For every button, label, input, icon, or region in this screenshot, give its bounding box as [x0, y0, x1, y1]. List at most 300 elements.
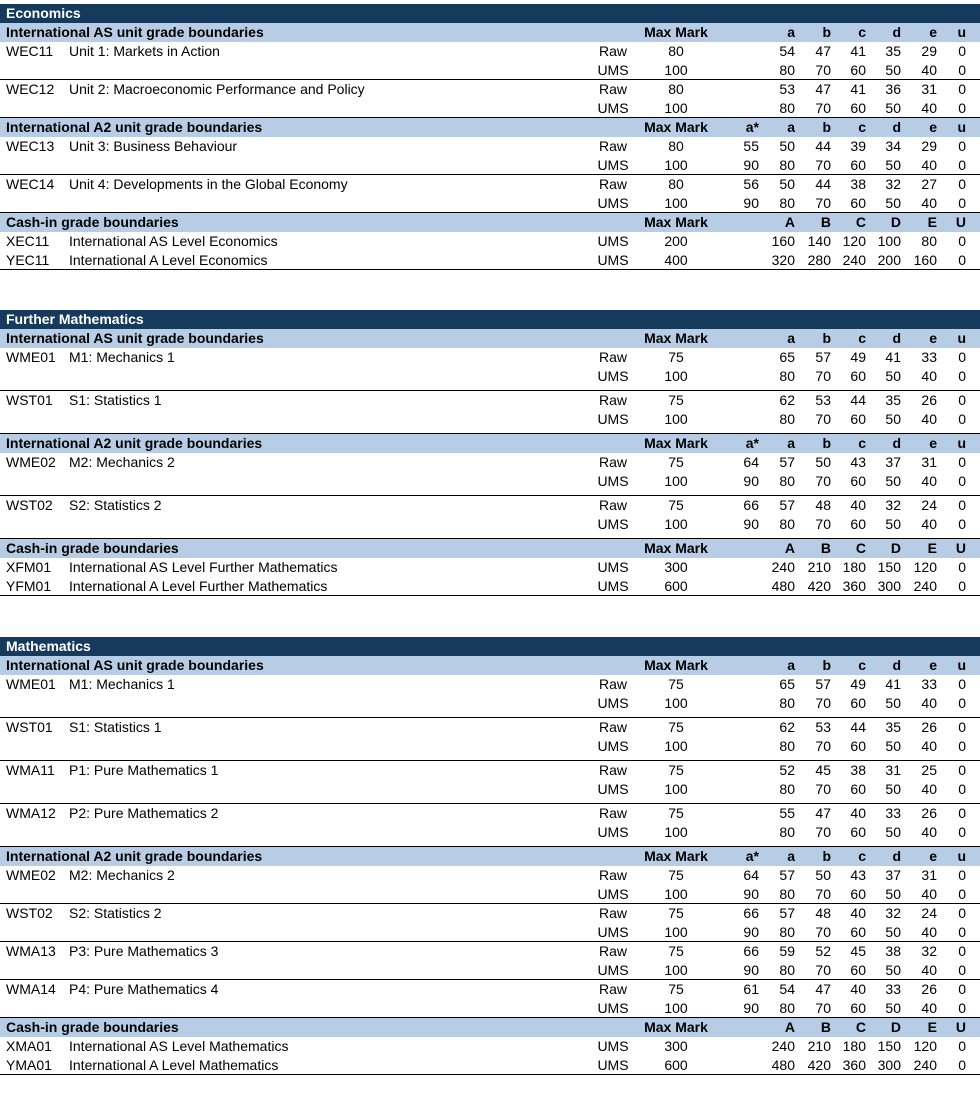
max-mark-header: Max Mark	[644, 1019, 708, 1035]
grade-value: 40	[921, 157, 937, 173]
unit-code: WME01	[6, 676, 56, 692]
grade-value: 70	[815, 824, 831, 840]
table-row	[0, 904, 980, 923]
grade-value: 50	[885, 368, 901, 384]
subject-header: Mathematics	[0, 637, 980, 656]
grade-value: 60	[850, 781, 866, 797]
grade-value: 40	[850, 905, 866, 921]
grade-value: 180	[842, 1038, 866, 1054]
grade-value: 80	[779, 924, 795, 940]
grade-value: 90	[743, 516, 759, 532]
table-row	[0, 923, 980, 942]
section-title: Cash-in grade boundaries	[6, 540, 179, 556]
grade-value: 50	[885, 695, 901, 711]
grade-value: 70	[815, 62, 831, 78]
grade-value: 0	[958, 695, 966, 711]
grade-value: 90	[743, 157, 759, 173]
grade-header: d	[892, 657, 901, 673]
grade-value: 480	[771, 1057, 795, 1073]
grade-value: 35	[885, 392, 901, 408]
unit-row-group	[0, 718, 980, 761]
table-row	[0, 780, 980, 799]
max-mark: 80	[668, 43, 684, 59]
max-mark: 100	[664, 411, 688, 427]
grade-header: E	[927, 1019, 937, 1035]
grade-value: 0	[958, 867, 966, 883]
grade-value: 32	[885, 497, 901, 513]
grade-value: 40	[850, 805, 866, 821]
grade-value: 31	[885, 762, 901, 778]
unit-row-group	[0, 761, 980, 804]
grade-value: 0	[958, 762, 966, 778]
table-row	[0, 694, 980, 713]
cashin-row	[0, 1056, 980, 1075]
max-mark: 100	[664, 962, 688, 978]
table-row	[0, 391, 980, 410]
grade-value: 40	[921, 738, 937, 754]
unit-title: Unit 2: Macroeconomic Performance and Policy	[69, 81, 365, 97]
mark-type: UMS	[597, 886, 629, 902]
max-mark-header: Max Mark	[644, 214, 708, 230]
grade-value: 50	[885, 516, 901, 532]
grade-value: 31	[921, 454, 937, 470]
table-row	[0, 194, 980, 213]
grade-value: 44	[850, 719, 866, 735]
grade-value: 80	[779, 62, 795, 78]
grade-value: 80	[779, 1000, 795, 1016]
table-row	[0, 718, 980, 737]
mark-type: Raw	[598, 762, 627, 778]
unit-code: WST01	[6, 392, 53, 408]
subject-header: Economics	[0, 4, 980, 23]
grade-value: 80	[779, 473, 795, 489]
qualification-code: XFM01	[6, 559, 52, 575]
grade-value: 0	[958, 157, 966, 173]
max-mark-header: Max Mark	[644, 330, 708, 346]
section-title: International A2 unit grade boundaries	[6, 435, 263, 451]
grade-value: 35	[885, 719, 901, 735]
mark-type: Raw	[598, 138, 627, 154]
max-mark: 80	[668, 81, 684, 97]
unit-row-group	[0, 942, 980, 980]
grade-value: 50	[885, 195, 901, 211]
max-mark: 75	[668, 349, 684, 365]
grade-value: 80	[779, 886, 795, 902]
grade-header: C	[855, 1019, 866, 1035]
unit-row-group	[0, 453, 980, 496]
mark-type: Raw	[598, 349, 627, 365]
grade-value: 40	[921, 411, 937, 427]
grade-value: 0	[958, 411, 966, 427]
section-title: International A2 unit grade boundaries	[6, 848, 263, 864]
section-title: Cash-in grade boundaries	[6, 214, 179, 230]
qualification-code: YMA01	[6, 1057, 52, 1073]
grade-value: 50	[779, 176, 795, 192]
unit-code: WEC13	[6, 138, 55, 154]
grade-header: u	[957, 848, 966, 864]
grade-value: 47	[815, 43, 831, 59]
section-header	[0, 656, 980, 675]
grade-value: 25	[921, 762, 937, 778]
grade-header: c	[858, 330, 866, 346]
max-mark: 75	[668, 497, 684, 513]
grade-value: 66	[743, 943, 759, 959]
grade-value: 60	[850, 738, 866, 754]
grade-value: 38	[850, 762, 866, 778]
grade-value: 60	[850, 886, 866, 902]
grade-value: 65	[779, 676, 795, 692]
grade-value: 40	[850, 981, 866, 997]
grade-header: b	[822, 24, 831, 40]
mark-type: UMS	[597, 368, 629, 384]
grade-value: 35	[885, 43, 901, 59]
max-mark: 75	[668, 981, 684, 997]
grade-value: 80	[779, 368, 795, 384]
grade-value: 0	[958, 1000, 966, 1016]
grade-value: 29	[921, 43, 937, 59]
grade-value: 70	[815, 924, 831, 940]
grade-value: 0	[958, 1057, 966, 1073]
grade-value: 70	[815, 411, 831, 427]
unit-code: WEC12	[6, 81, 55, 97]
grade-value: 26	[921, 719, 937, 735]
grade-header: B	[820, 214, 831, 230]
table-row	[0, 675, 980, 694]
grade-value: 57	[779, 454, 795, 470]
grade-header: b	[822, 330, 831, 346]
section-header	[0, 329, 980, 348]
grade-value: 70	[815, 157, 831, 173]
grade-header: B	[820, 1019, 831, 1035]
unit-code: WMA12	[6, 805, 56, 821]
grade-value: 50	[885, 411, 901, 427]
grade-header: u	[957, 119, 966, 135]
max-mark: 300	[664, 559, 688, 575]
grade-value: 150	[877, 1038, 901, 1054]
grade-value: 140	[807, 233, 831, 249]
grade-value: 60	[850, 411, 866, 427]
grade-value: 50	[885, 473, 901, 489]
grade-header: a	[787, 848, 795, 864]
max-mark: 100	[664, 62, 688, 78]
unit-code: WST02	[6, 905, 53, 921]
grade-header: a	[787, 330, 795, 346]
grade-value: 70	[815, 368, 831, 384]
grade-value: 0	[958, 962, 966, 978]
unit-row-group	[0, 675, 980, 718]
grade-value: 70	[815, 695, 831, 711]
cashin-row	[0, 577, 980, 596]
cashin-row	[0, 232, 980, 251]
grade-value: 80	[779, 824, 795, 840]
grade-header: e	[929, 119, 937, 135]
unit-row-group	[0, 866, 980, 904]
grade-value: 38	[885, 943, 901, 959]
grade-value: 41	[850, 81, 866, 97]
max-mark: 100	[664, 368, 688, 384]
grade-value: 49	[850, 676, 866, 692]
unit-code: WME02	[6, 454, 56, 470]
unit-row-group	[0, 496, 980, 539]
section-header	[0, 1018, 980, 1037]
grade-header: e	[929, 848, 937, 864]
grade-value: 80	[779, 100, 795, 116]
grade-value: 32	[921, 943, 937, 959]
grade-value: 240	[913, 578, 937, 594]
grade-value: 0	[958, 349, 966, 365]
mark-type: Raw	[598, 454, 627, 470]
grade-header: c	[858, 657, 866, 673]
grade-header: a*	[745, 119, 759, 135]
grade-value: 0	[958, 738, 966, 754]
section-header	[0, 118, 980, 137]
grade-value: 360	[842, 1057, 866, 1073]
grade-value: 41	[850, 43, 866, 59]
grade-value: 0	[958, 516, 966, 532]
grade-header: U	[955, 1019, 966, 1035]
grade-value: 120	[913, 1038, 937, 1054]
grade-value: 80	[779, 738, 795, 754]
grade-value: 40	[921, 368, 937, 384]
grade-value: 47	[815, 805, 831, 821]
grade-value: 0	[958, 905, 966, 921]
grade-value: 90	[743, 1000, 759, 1016]
grade-value: 0	[958, 81, 966, 97]
max-mark-header: Max Mark	[644, 848, 708, 864]
mark-type: Raw	[598, 676, 627, 692]
grade-value: 0	[958, 43, 966, 59]
max-mark: 75	[668, 805, 684, 821]
mark-type: Raw	[598, 176, 627, 192]
grade-value: 240	[913, 1057, 937, 1073]
mark-type: UMS	[597, 824, 629, 840]
table-row	[0, 980, 980, 999]
section-header	[0, 23, 980, 42]
unit-title: Unit 4: Developments in the Global Economy	[69, 176, 348, 192]
grade-value: 40	[921, 695, 937, 711]
grade-value: 0	[958, 497, 966, 513]
mark-type: Raw	[598, 719, 627, 735]
grade-value: 61	[743, 981, 759, 997]
grade-value: 120	[913, 559, 937, 575]
grade-value: 53	[815, 392, 831, 408]
subject-block	[0, 4, 980, 270]
grade-header: u	[957, 24, 966, 40]
grade-value: 0	[958, 100, 966, 116]
grade-value: 60	[850, 1000, 866, 1016]
grade-header: d	[892, 848, 901, 864]
grade-value: 0	[958, 195, 966, 211]
mark-type: UMS	[597, 781, 629, 797]
grade-value: 53	[815, 719, 831, 735]
grade-value: 50	[885, 738, 901, 754]
grade-value: 0	[958, 392, 966, 408]
grade-header: U	[955, 540, 966, 556]
section-title: International AS unit grade boundaries	[6, 24, 264, 40]
max-mark: 600	[664, 1057, 688, 1073]
unit-title: P4: Pure Mathematics 4	[69, 981, 219, 997]
grade-value: 45	[815, 762, 831, 778]
grade-header: b	[822, 848, 831, 864]
max-mark: 100	[664, 195, 688, 211]
grade-header: a	[787, 435, 795, 451]
mark-type: UMS	[597, 516, 629, 532]
mark-type: Raw	[598, 392, 627, 408]
grade-value: 38	[850, 176, 866, 192]
max-mark-header: Max Mark	[644, 24, 708, 40]
grade-header: C	[855, 214, 866, 230]
grade-value: 0	[958, 981, 966, 997]
grade-value: 360	[842, 578, 866, 594]
max-mark: 80	[668, 138, 684, 154]
grade-value: 0	[958, 781, 966, 797]
unit-row-group	[0, 804, 980, 847]
grade-value: 80	[779, 695, 795, 711]
grade-value: 70	[815, 473, 831, 489]
grade-value: 40	[921, 962, 937, 978]
mark-type: UMS	[597, 695, 629, 711]
grade-value: 0	[958, 138, 966, 154]
mark-type: UMS	[597, 578, 629, 594]
grade-value: 31	[921, 867, 937, 883]
grade-value: 70	[815, 516, 831, 532]
cashin-row	[0, 558, 980, 577]
grade-value: 40	[921, 886, 937, 902]
grade-value: 150	[877, 559, 901, 575]
grade-value: 0	[958, 719, 966, 735]
grade-value: 70	[815, 1000, 831, 1016]
grade-value: 0	[958, 473, 966, 489]
unit-code: WMA11	[6, 762, 55, 778]
grade-value: 43	[850, 454, 866, 470]
grade-value: 120	[842, 233, 866, 249]
table-row	[0, 99, 980, 118]
max-mark: 75	[668, 762, 684, 778]
grade-value: 64	[743, 454, 759, 470]
grade-value: 50	[885, 781, 901, 797]
grade-value: 210	[807, 559, 831, 575]
unit-row-group	[0, 137, 980, 175]
grade-value: 55	[779, 805, 795, 821]
grade-header: A	[784, 214, 795, 230]
grade-value: 32	[885, 905, 901, 921]
grade-value: 80	[779, 411, 795, 427]
mark-type: Raw	[598, 497, 627, 513]
grade-header: d	[892, 119, 901, 135]
section-header	[0, 434, 980, 453]
max-mark: 75	[668, 905, 684, 921]
max-mark-header: Max Mark	[644, 119, 708, 135]
grade-value: 0	[958, 578, 966, 594]
grade-value: 52	[815, 943, 831, 959]
grade-value: 60	[850, 368, 866, 384]
max-mark: 100	[664, 886, 688, 902]
mark-type: UMS	[597, 62, 629, 78]
cashin-row	[0, 1037, 980, 1056]
max-mark: 100	[664, 695, 688, 711]
grade-value: 240	[771, 1038, 795, 1054]
grade-value: 60	[850, 473, 866, 489]
grade-header: e	[929, 330, 937, 346]
unit-code: WME02	[6, 867, 56, 883]
grade-value: 70	[815, 962, 831, 978]
qualification-code: YEC11	[6, 252, 50, 268]
mark-type: UMS	[597, 924, 629, 940]
grade-value: 60	[850, 62, 866, 78]
grade-value: 0	[958, 454, 966, 470]
unit-row-group	[0, 904, 980, 942]
section-title: Cash-in grade boundaries	[6, 1019, 179, 1035]
grade-value: 40	[921, 924, 937, 940]
grade-value: 160	[913, 252, 937, 268]
grade-value: 47	[815, 981, 831, 997]
mark-type: UMS	[597, 1057, 629, 1073]
grade-header: e	[929, 657, 937, 673]
grade-value: 33	[921, 676, 937, 692]
grade-value: 420	[807, 578, 831, 594]
table-row	[0, 761, 980, 780]
grade-value: 48	[815, 497, 831, 513]
unit-title: S2: Statistics 2	[69, 497, 162, 513]
grade-header: c	[858, 848, 866, 864]
mark-type: UMS	[597, 233, 629, 249]
grade-value: 70	[815, 781, 831, 797]
grade-value: 70	[815, 100, 831, 116]
grade-header: a	[787, 24, 795, 40]
table-row	[0, 156, 980, 175]
unit-code: WMA13	[6, 943, 56, 959]
grade-value: 33	[885, 981, 901, 997]
grade-value: 40	[921, 781, 937, 797]
grade-header: U	[955, 214, 966, 230]
max-mark: 100	[664, 100, 688, 116]
grade-header: c	[858, 435, 866, 451]
grade-value: 60	[850, 516, 866, 532]
grade-header: d	[892, 435, 901, 451]
unit-title: S1: Statistics 1	[69, 719, 162, 735]
qualification-title: International AS Level Mathematics	[69, 1038, 289, 1054]
unit-title: M2: Mechanics 2	[69, 867, 175, 883]
mark-type: UMS	[597, 252, 629, 268]
grade-value: 57	[815, 349, 831, 365]
max-mark: 100	[664, 1000, 688, 1016]
section-header	[0, 213, 980, 232]
grade-value: 60	[850, 695, 866, 711]
max-mark: 600	[664, 578, 688, 594]
grade-value: 62	[779, 392, 795, 408]
grade-value: 80	[779, 962, 795, 978]
grade-value: 44	[850, 392, 866, 408]
max-mark: 100	[664, 738, 688, 754]
grade-header: B	[820, 540, 831, 556]
unit-title: S2: Statistics 2	[69, 905, 162, 921]
grade-header: a*	[745, 435, 759, 451]
unit-row-group	[0, 80, 980, 118]
grade-value: 0	[958, 368, 966, 384]
unit-title: S1: Statistics 1	[69, 392, 162, 408]
grade-value: 300	[877, 1057, 901, 1073]
grade-header: e	[929, 435, 937, 451]
grade-value: 50	[885, 962, 901, 978]
table-row	[0, 137, 980, 156]
mark-type: Raw	[598, 867, 627, 883]
grade-value: 480	[771, 578, 795, 594]
grade-value: 54	[779, 43, 795, 59]
grade-header: d	[892, 24, 901, 40]
grade-value: 80	[779, 157, 795, 173]
max-mark: 100	[664, 781, 688, 797]
grade-value: 47	[815, 81, 831, 97]
